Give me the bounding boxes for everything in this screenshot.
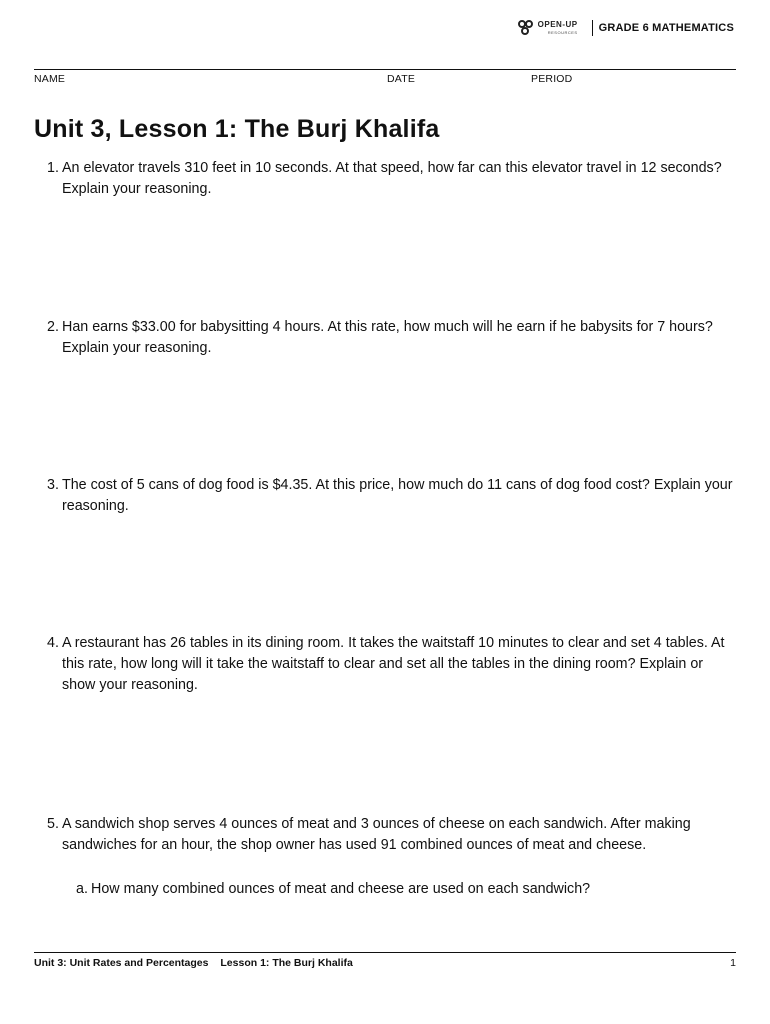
problem-text: Han earns $33.00 for babysitting 4 hours. At this rate, how much will he earn if he babysits for 7 hours? Explain your reasoning.: [62, 319, 713, 356]
page-footer: [34, 957, 353, 969]
problem-3: [47, 475, 737, 517]
header-divider: [34, 69, 736, 70]
problem-1: [47, 158, 737, 200]
subquestion-letter: a.: [76, 881, 88, 897]
problem-text: The cost of 5 cans of dog food is $4.35. At this price, how much do 11 cans of dog food cost? Explain your reasoning.: [62, 477, 733, 514]
logo-icon: [518, 20, 534, 36]
problem-text: A restaurant has 26 tables in its dining room. It takes the waitstaff 10 minutes to clear and set 4 tables. At this rate, how long will it take the waitstaff to clear and set all the tables in the dining room? Explain or show your reasoning.: [62, 635, 725, 693]
footer-divider: [34, 952, 736, 953]
page-header: [518, 20, 734, 36]
problem-number: 3.: [47, 477, 59, 493]
logo-text: OPEN-UP: [537, 20, 578, 29]
problem-number: 2.: [47, 319, 59, 335]
problem-text: An elevator travels 310 feet in 10 seconds. At that speed, how far can this elevator travel in 12 seconds? Explain your reasoning.: [62, 160, 722, 197]
subquestion-text: How many combined ounces of meat and cheese are used on each sandwich?: [91, 881, 591, 897]
problem-4: [47, 633, 737, 696]
problem-text: A sandwich shop serves 4 ounces of meat and 3 ounces of cheese on each sandwich. After making sandwiches for an hour, the shop owner has used 91 combined ounces of meat and cheese.: [62, 816, 691, 853]
logo-subtext: RESOURCES: [547, 30, 578, 35]
problem-2: [47, 317, 737, 359]
problem-number: 5.: [47, 816, 59, 832]
subquestion-5a: [76, 879, 726, 900]
footer-lesson: Lesson 1: The Burj Khalifa: [220, 957, 353, 969]
page-number: 1: [730, 957, 736, 969]
grade-label: GRADE 6 MATHEMATICS: [592, 20, 734, 36]
name-field-label: NAME: [34, 73, 66, 85]
problem-number: 4.: [47, 635, 59, 651]
date-field-label: DATE: [387, 73, 416, 85]
open-up-logo: [518, 20, 578, 36]
page-title: Unit 3, Lesson 1: The Burj Khalifa: [34, 115, 440, 143]
period-field-label: PERIOD: [531, 73, 573, 85]
problem-5: [47, 814, 737, 856]
problem-number: 1.: [47, 160, 59, 176]
footer-unit: Unit 3: Unit Rates and Percentages: [34, 957, 209, 969]
